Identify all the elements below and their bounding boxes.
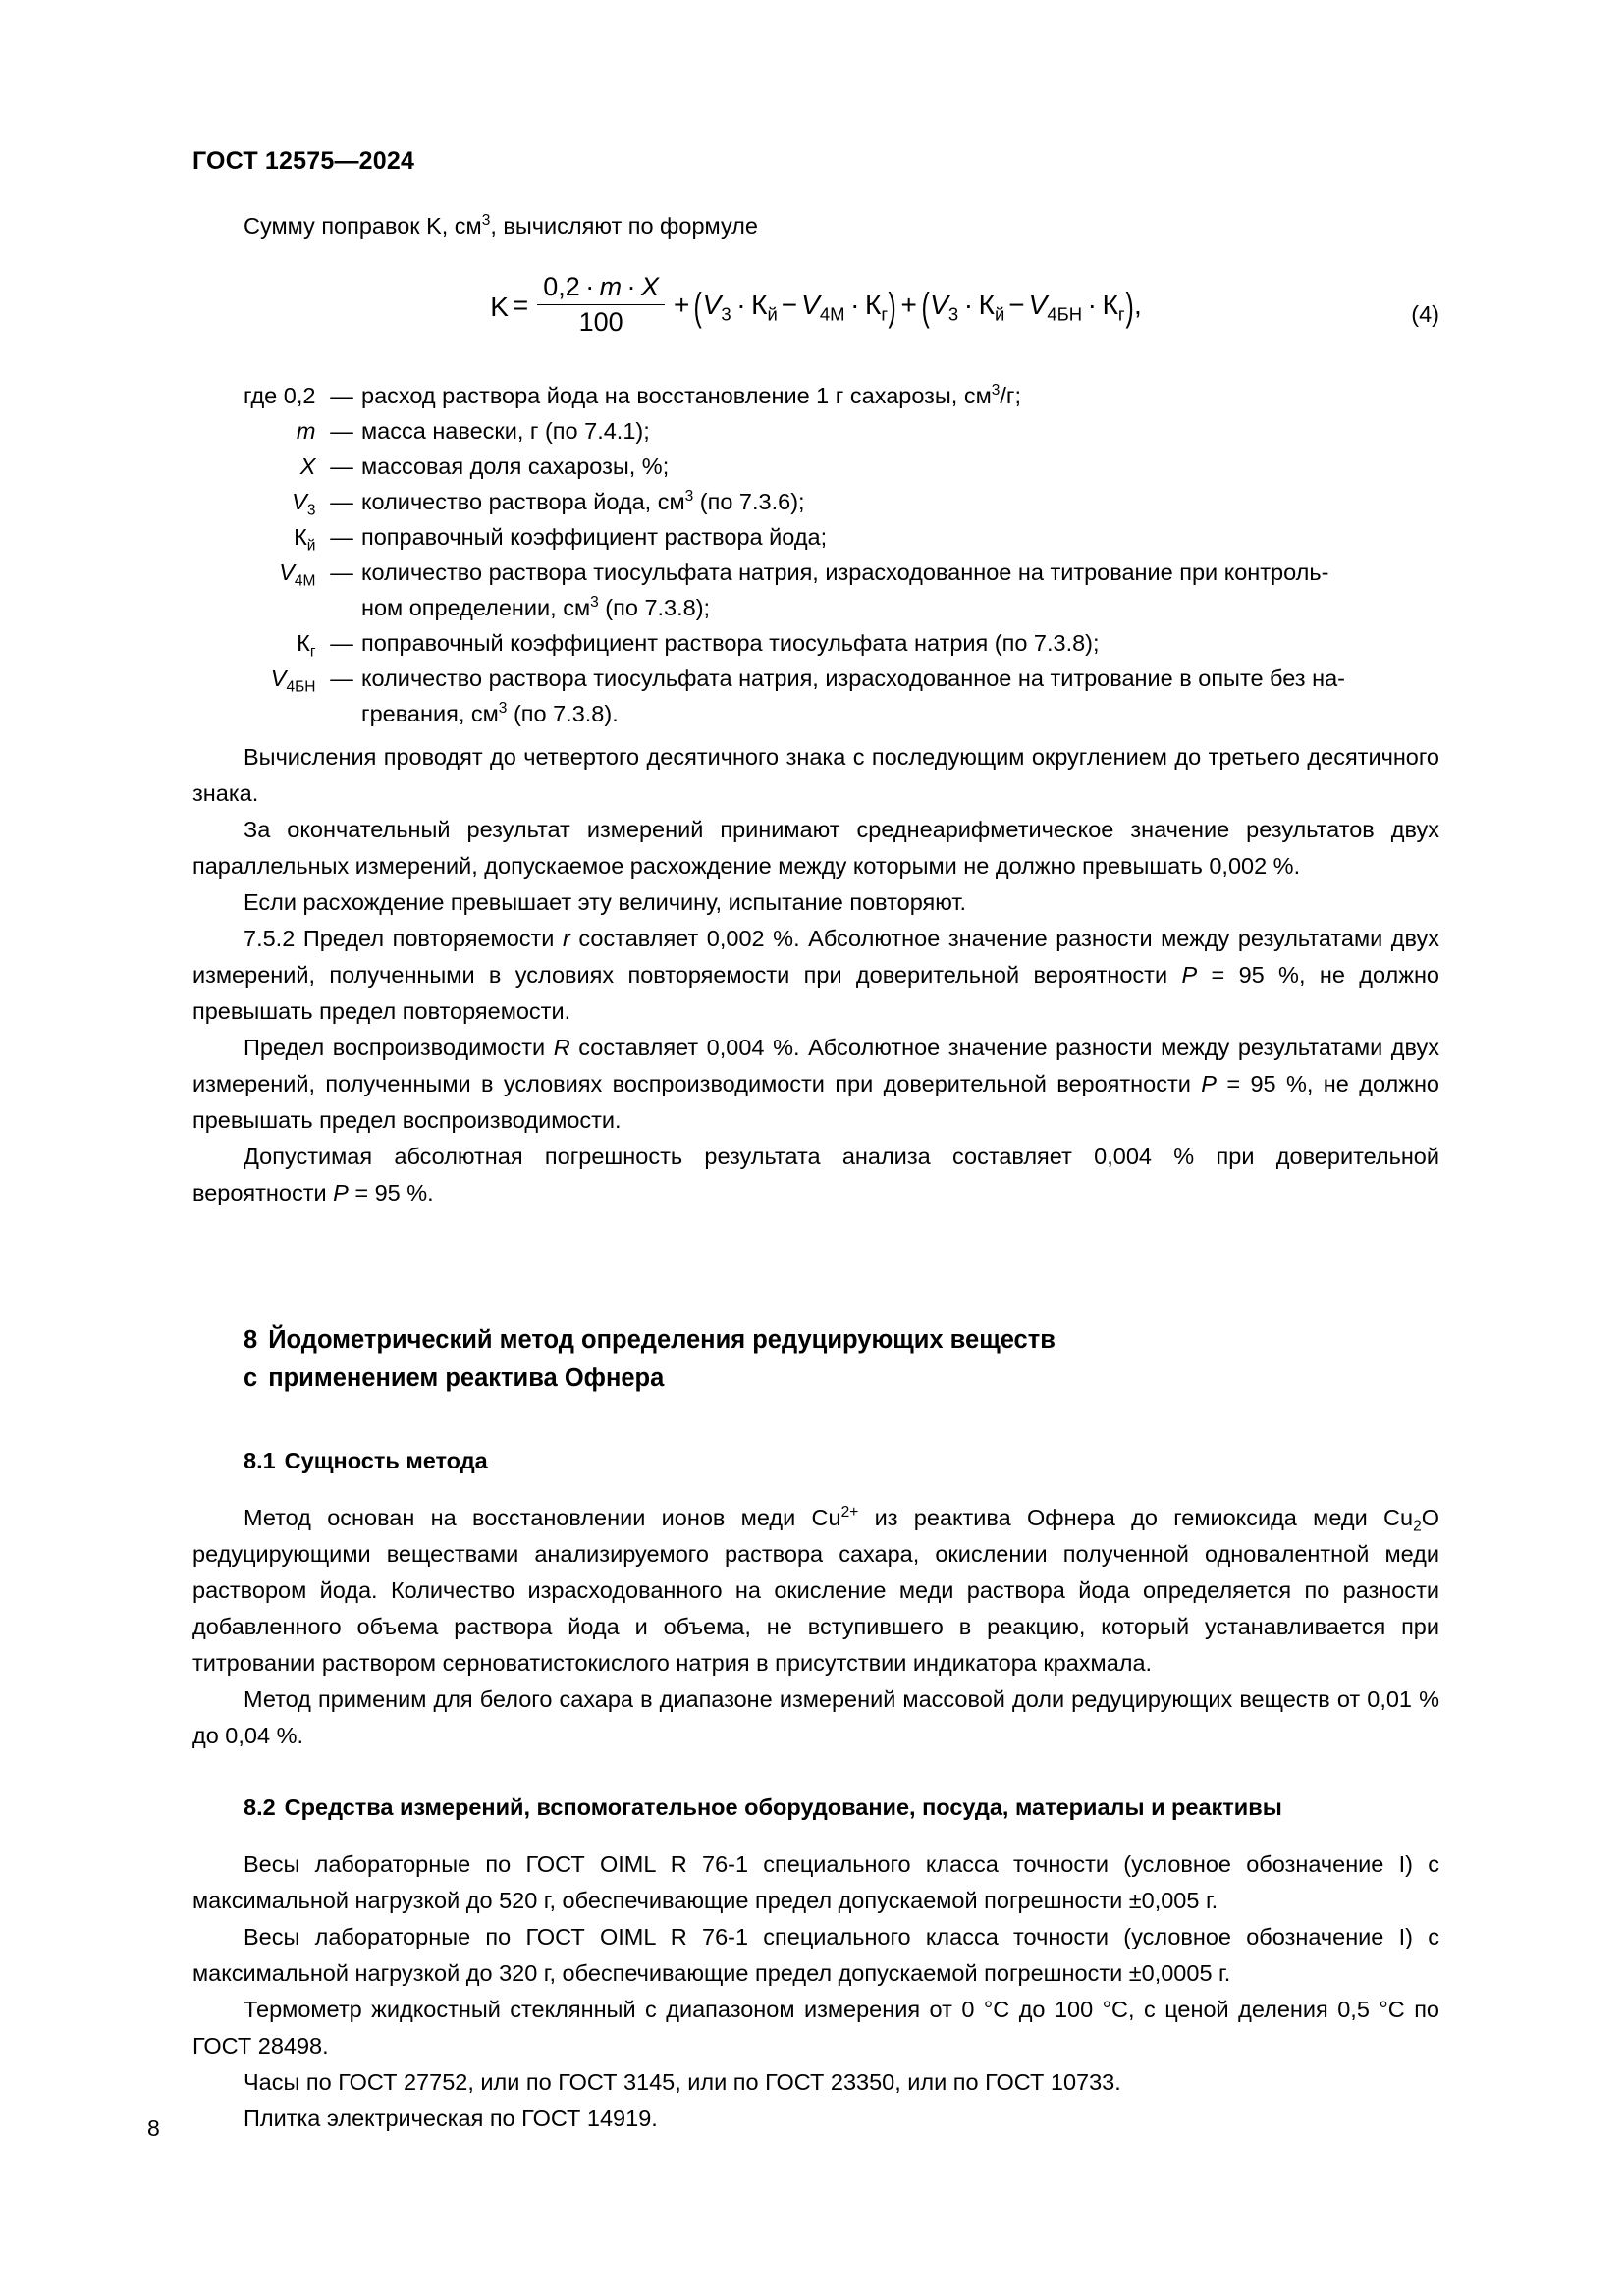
formula-number: (4) [1411,301,1439,327]
formula-denominator: 100 [537,304,665,338]
definition-row [126,625,1439,661]
definition-text-main: массовая доля сахарозы, %; [361,454,670,479]
formula-num-m: m [599,272,623,301]
paragraph-allowed-error [192,1139,1439,1211]
repro-lead: Предел воспроизводимости [244,1035,554,1060]
definition-symbol-sub: 4М [294,572,316,590]
formula-v3-b: V [930,289,948,320]
definition-dash: — [330,489,353,514]
section-8-title-line2-prefix: с [244,1364,258,1392]
formula-v3-a-sub: 3 [721,303,731,325]
formula-plus-1: + [673,289,690,320]
formula-kyod-b: К [978,289,995,320]
definition-text [361,519,1439,555]
formula-paren-close-1: ) [888,286,896,329]
definition-row [126,449,1439,484]
definition-dash: — [330,524,353,550]
formula-lhs: K [490,291,509,322]
repro-tail: = 95 %, не должно превышать предел воспроизводимости. [192,1071,1440,1133]
repro-mid: составляет 0,004 %. Абсолютное значение разности между результатами двух измерений, полученными в условиях воспроизводимости при доверительной вероятности [192,1035,1439,1096]
formula-minus-2: − [1008,289,1025,320]
repro-symbol-r: R [553,1035,570,1060]
definition-dash: — [330,630,353,656]
p811-sub-cu2o: 2 [1413,1518,1422,1535]
p752-tail: = 95 %, не должно превышать предел повторяемости. [192,962,1439,1024]
definition-dash: — [330,383,353,408]
definition-symbol-sub: г [309,643,316,661]
formula-v4m-sub: 4М [819,303,845,325]
section-8-heading [192,1321,1439,1398]
formula-kyod-a-sub: й [767,303,778,325]
page-number: 8 [147,2115,160,2141]
definition-text [361,555,1439,590]
definition-text-main: поправочный коэффициент раствора йода; [361,524,828,550]
formula-dot-4: · [1087,289,1097,320]
formula-plus-2: + [900,289,917,320]
formula-intro-after: , вычисляют по формуле [490,213,758,239]
definition-symbol-sub: 3 [306,502,316,519]
definition-cont-main: гревания, см [361,701,499,726]
definition-cont-main: ном определении, см [361,595,591,620]
definition-symbol [126,484,322,519]
formula-num-dot1: · [585,272,595,301]
definition-continuation [361,590,1439,625]
definition-text-main: масса навески, г (по 7.4.1); [361,418,650,444]
p811-tail: O редуцирующими веществами анализируемого раствора сахара, окислении полученной одновалентной меди раствором йода. Количество израсходованного на окисление меди раствора йода определяется по разности добавленного объема раствора йода и объема, не вступившего в реакцию, который устанавливается при титровании раствором серноватистокислого натрия в присутствии индикатора крахмала. [192,1505,1439,1676]
definition-symbol-text: V [270,666,287,691]
paragraph-calculations: Вычисления проводят до четвертого десятичного знака с последующим округлением до третьего десятичного знака. [192,744,1439,806]
formula-kg-b: К [1102,289,1118,320]
definition-text-main: расход раствора йода на восстановление 1 г сахарозы, см [361,383,992,408]
section-8-title-line2: применением реактива Офнера [268,1364,665,1392]
error-lead: Допустимая абсолютная погрешность результата анализа составляет 0,004 % при доверительной вероятности [192,1144,1439,1205]
formula-v4bn-sub: 4БН [1047,303,1083,325]
formula-kg-b-sub: г [1117,303,1125,325]
definition-dash: — [330,666,353,691]
formula-v4m: V [801,289,820,320]
section-8-number: 8 [244,1326,258,1354]
section-8-1-title: Сущность метода [284,1448,488,1473]
paragraph-8-1-1 [192,1500,1439,1682]
section-8-2-title: Средства измерений, вспомогательное оборудование, посуда, материалы и реактивы [284,1794,1282,1820]
definition-text [361,449,1439,484]
p752-mid: составляет 0,002 %. Абсолютное значение разности между результатами двух измерений, полученными в условиях повторяемости при доверительной вероятности [192,926,1439,988]
repro-symbol-p: P [1201,1071,1217,1096]
definition-row [126,519,1439,555]
running-header: ГОСТ 12575—2024 [192,147,415,175]
equipment-item: Часы по ГОСТ 27752, или по ГОСТ 3145, или по ГОСТ 23350, или по ГОСТ 10733. [244,2069,1121,2095]
definition-symbol [126,555,322,590]
p752-symbol-r: r [563,926,570,951]
formula-num-dot2: · [626,272,636,301]
definition-dash: — [330,418,353,444]
definition-symbol-text: m [296,418,316,444]
formula-kyod-b-sub: й [994,303,1005,325]
formula-dot-1: · [736,289,746,320]
definition-text-tail: /г; [1000,383,1022,408]
definition-continuation [361,696,1439,731]
definition-row [126,484,1439,519]
error-symbol-p: P [333,1180,349,1205]
formula-num-x: X [640,272,659,301]
equipment-item: Весы лабораторные по ГОСТ OIML R 76-1 специального класса точности (условное обозначение I) с максимальной нагрузкой до 520 г, обеспечивающие предел допускаемой погрешности ±0,005 г. [192,1851,1439,1913]
definition-dash: — [330,560,353,585]
formula-dot-2: · [850,289,860,320]
definition-text [361,413,1439,449]
definition-text-sup: 3 [991,382,1001,400]
definition-cont-sup: 3 [590,594,599,612]
definition-dash: — [330,454,353,479]
paragraph-reproducibility [192,1030,1439,1139]
equipment-item: Весы лабораторные по ГОСТ OIML R 76-1 специального класса точности (условное обозначение I) с максимальной нагрузкой до 320 г, обеспечивающие предел допускаемой погрешности ±0,0005 г. [192,1924,1439,1986]
definition-row [126,378,1439,413]
equipment-item: Плитка электрическая по ГОСТ 14919. [244,2106,658,2131]
section-8-2-heading [192,1789,1439,1825]
definition-row [126,661,1439,696]
formula-kg-a: К [865,289,882,320]
definition-symbol-text: К [297,630,310,656]
section-8-title-line1: Йодометрический метод определения редуцирующих веществ [268,1326,1056,1354]
definition-symbol-sub: 4БН [286,678,316,696]
page-content [192,208,1439,2137]
paragraph-final-result: За окончательный результат измерений принимают среднеарифметическое значение результатов двух параллельных измерений, допускаемое расхождение между которыми не должно превышать 0,002 %. [192,817,1439,879]
formula-dot-3: · [963,289,974,320]
formula-v3-a: V [702,289,722,320]
definition-text-main: количество раствора йода, см [361,489,685,514]
definition-text-main: количество раствора тиосульфата натрия, израсходованное на титрование в опыте без на- [361,666,1345,691]
formula-num-a: 0,2 [543,272,580,301]
section-8-1-heading [192,1443,1439,1478]
definition-symbol-sub: й [306,537,316,555]
definition-text-main: количество раствора тиосульфата натрия, израсходованное на титрование при контроль- [361,560,1329,585]
formula-v3-b-sub: 3 [947,303,959,325]
formula-equals: = [512,289,529,320]
section-8-2-number: 8.2 [244,1794,276,1820]
formula-expression [192,274,1439,340]
p811-lead: Метод основан на восстановлении ионов меди Cu [244,1505,841,1530]
definition-text-tail: (по 7.3.6); [693,489,805,514]
formula-v4bn: V [1028,289,1048,320]
formula-intro-before: Сумму поправок K, см [244,213,482,239]
definition-row [126,555,1439,590]
equipment-item: Термометр жидкостный стеклянный с диапазоном измерения от 0 °C до 100 °C, с ценой деления 0,5 °C по ГОСТ 28498. [192,1997,1439,2058]
paragraph-repeat-test: Если расхождение превышает эту величину, испытание повторяют. [244,889,967,915]
p752-symbol-p: P [1181,962,1198,988]
definition-symbol [126,661,322,696]
definition-symbol-text: V [279,560,295,585]
p811-sup-cu: 2+ [840,1504,859,1522]
definition-text [361,484,1439,519]
definition-text-main: поправочный коэффициент раствора тиосульфата натрия (по 7.3.8); [361,630,1100,656]
definition-symbol-text: X [299,454,316,479]
formula-kg-a-sub: г [881,303,889,325]
definition-symbol-text: 0,2 [283,383,316,408]
definition-symbol [126,378,322,413]
formula-paren-open-1: ( [693,286,703,329]
formula-paren-open-2: ( [921,286,930,329]
definition-text [361,378,1439,413]
definition-cont-tail: (по 7.3.8); [598,595,711,620]
paragraph-8-1-2: Метод применим для белого сахара в диапазоне измерений массовой доли редуцирующих веществ от 0,01 % до 0,04 %. [192,1686,1439,1748]
definition-text [361,625,1439,661]
definition-text [361,661,1439,696]
definition-symbol-text: V [292,489,307,514]
definition-symbol [126,449,322,484]
formula-fraction [537,272,665,338]
definition-cont-sup: 3 [498,700,508,718]
definition-symbol [126,413,322,449]
definition-symbol-text: К [294,524,307,550]
formula-kyod-a: К [751,289,768,320]
definition-symbol [126,625,322,661]
formula-minus-1: − [781,289,798,320]
section-8-1-number: 8.1 [244,1448,276,1473]
definition-row [126,413,1439,449]
p811-mid: из реактива Офнера до гемиоксида меди Cu [858,1505,1414,1530]
definition-cont-tail: (по 7.3.8). [507,701,619,726]
where-label: где [243,383,278,408]
formula-numerator [537,272,665,304]
definitions-list [126,378,1439,731]
error-tail: = 95 %. [348,1180,434,1205]
paragraph-7-5-2 [192,921,1439,1030]
definition-text-sup: 3 [684,488,694,506]
definition-symbol [126,519,322,555]
formula-intro-superscript: 3 [481,212,491,230]
formula-intro-paragraph [192,208,1439,244]
p752-lead: 7.5.2 Предел повторяемости [244,926,563,951]
formula-block [192,270,1439,360]
formula-paren-close-2: ) [1125,286,1134,329]
formula-trailing-comma: , [1134,289,1142,320]
